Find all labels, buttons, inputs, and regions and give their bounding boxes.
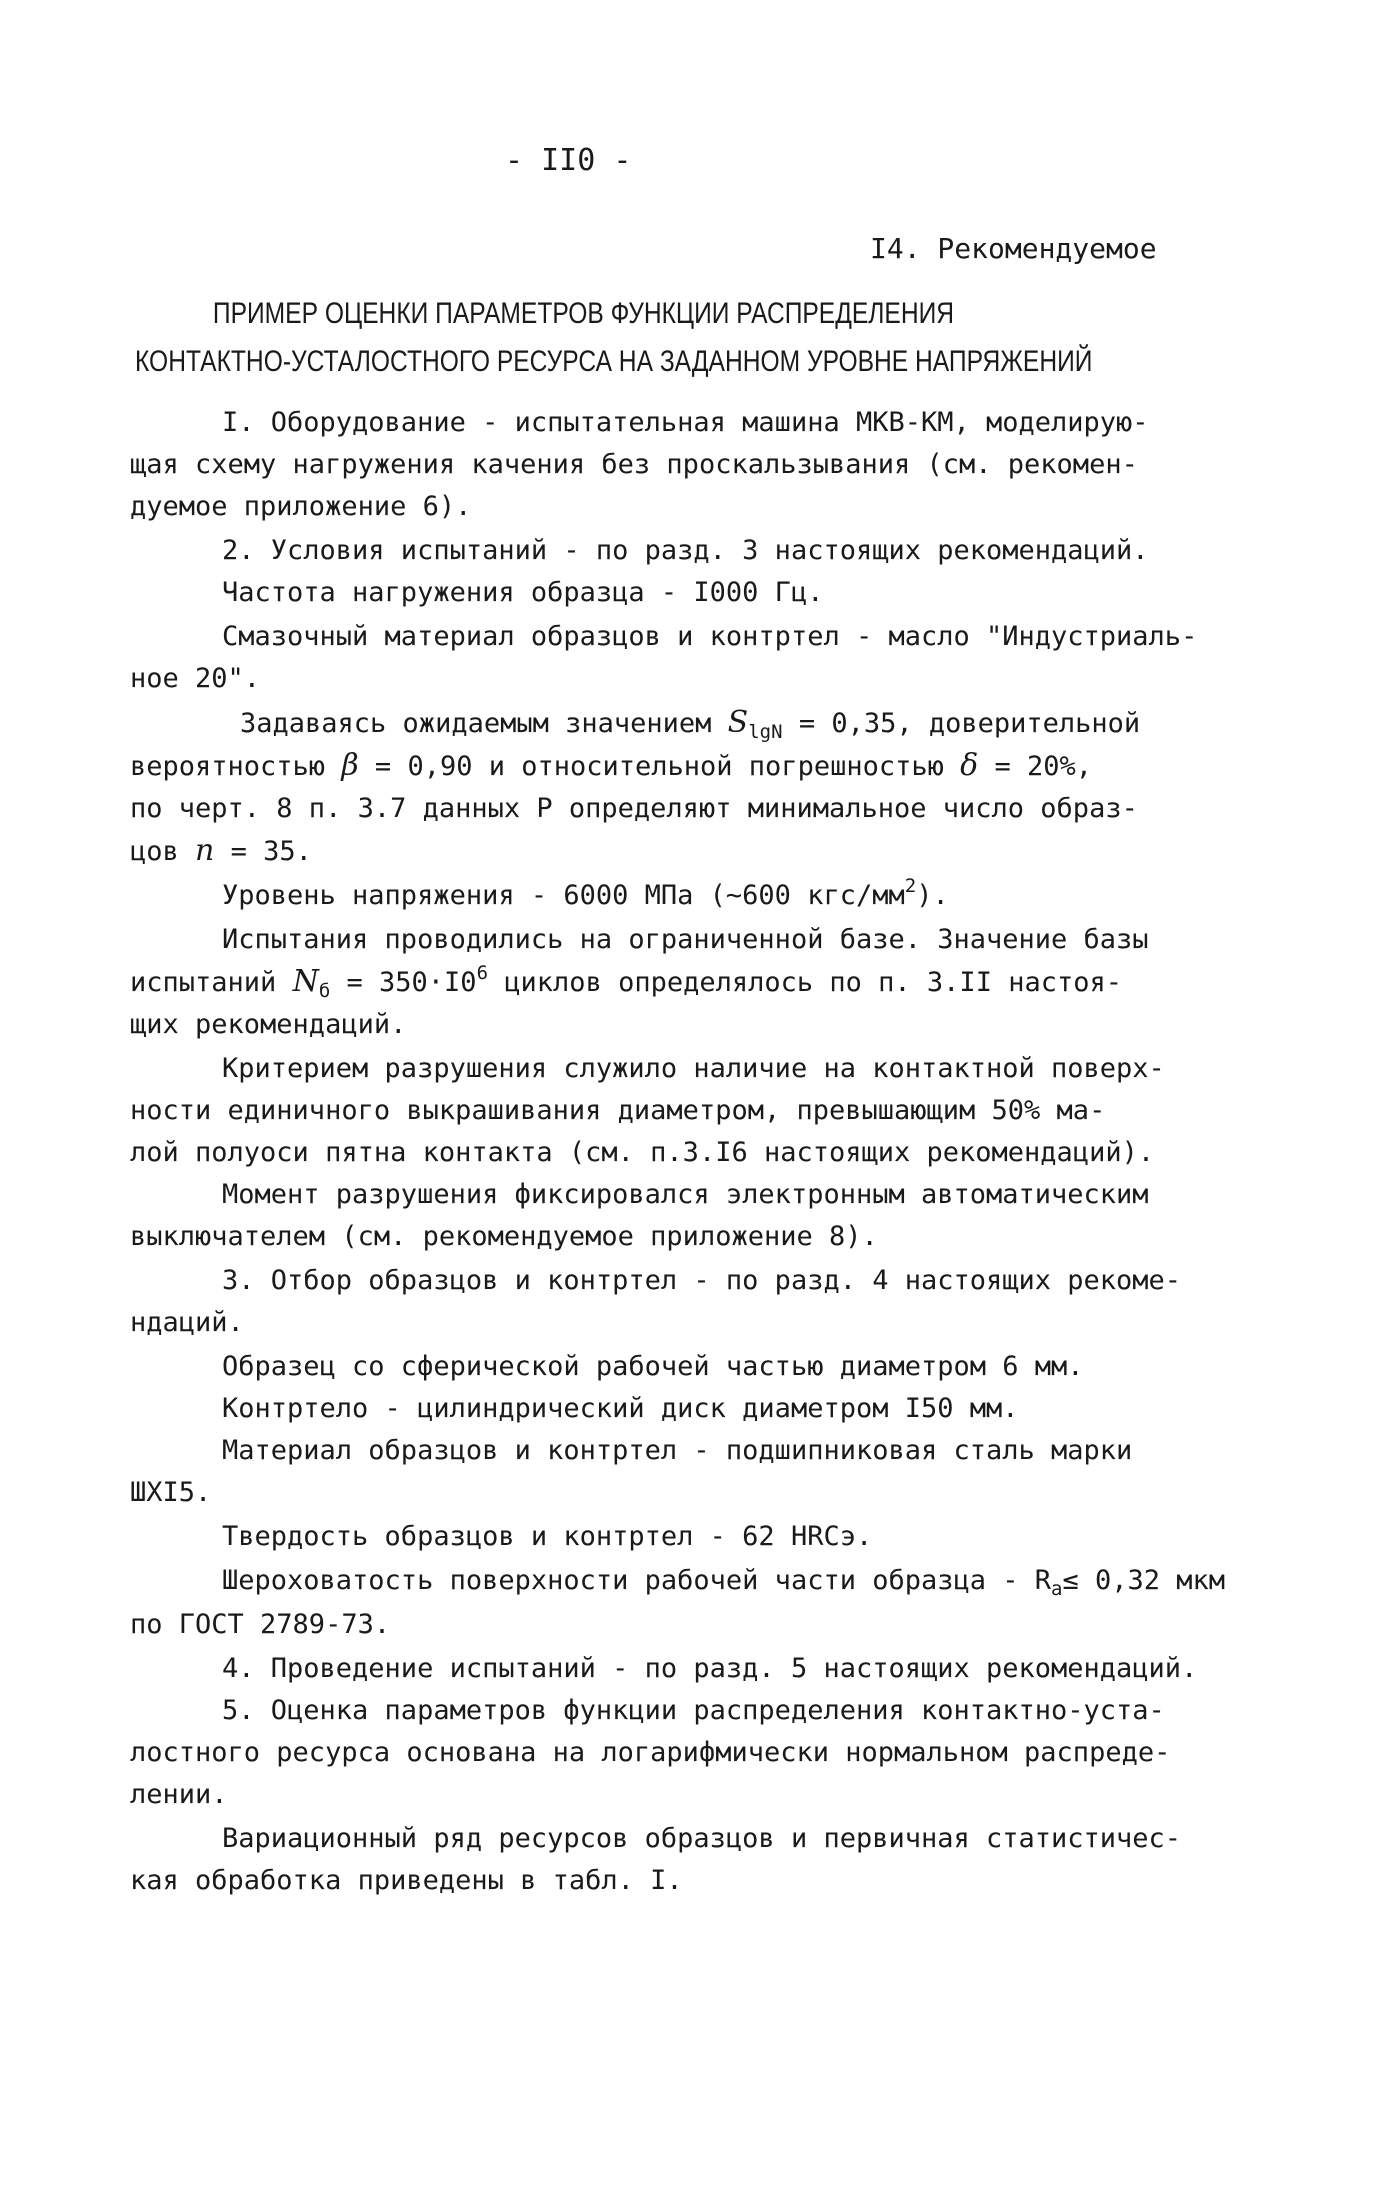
formula-subscript: a <box>1051 1578 1063 1600</box>
text-fragment: Уровень напряжения - 6000 МПа (~600 кгс/мм <box>222 880 905 911</box>
text-fragment: = 20%, <box>978 751 1092 782</box>
text-line: по ГОСТ 2789-73. <box>130 1609 391 1640</box>
text-line: щих рекомендаций. <box>130 1009 407 1040</box>
formula-symbol: N <box>292 964 319 999</box>
text-fragment: испытаний <box>130 967 293 998</box>
text-line: Твердость образцов и контртел - 62 HRCэ. <box>222 1521 873 1552</box>
text-fragment: = 0,90 и относительной погрешностью <box>358 751 961 782</box>
text-fragment: ). <box>916 880 949 911</box>
text-line: Испытания проводились на ограниченной базе. Значение базы <box>222 924 1149 955</box>
text-line: лостного ресурса основана на логарифмически нормальном распреде- <box>130 1737 1171 1768</box>
text-line: щая схему нагружения качения без проскальзывания (см. рекомен- <box>130 449 1138 480</box>
text-line <box>130 745 1275 788</box>
text-fragment: цов <box>130 836 196 867</box>
text-line: Вариационный ряд ресурсов образцов и первичная статистичес- <box>222 1823 1182 1854</box>
formula-symbol: n <box>195 833 215 868</box>
document-heading <box>135 290 1093 386</box>
text-line: Смазочный материал образцов и контртел - масло "Индустриаль- <box>222 621 1198 652</box>
text-fragment: вероятностью <box>130 751 342 782</box>
text-line: ндаций. <box>130 1307 244 1338</box>
text-line: 3. Отбор образцов и контртел - по разд. 4 настоящих рекоме- <box>222 1265 1182 1296</box>
text-line: ности единичного выкрашивания диаметром, превышающим 50% ма- <box>130 1095 1106 1126</box>
formula-superscript: 2 <box>904 875 917 897</box>
text-line: 5. Оценка параметров функции распределения контактно-уста- <box>222 1695 1165 1726</box>
appendix-label: I4. Рекомендуемое <box>870 232 1157 265</box>
text-fragment: = 0,35, доверительной <box>782 708 1141 739</box>
text-fragment: Задаваясь ожидаемым значением <box>240 708 728 739</box>
text-line: Момент разрушения фиксировался электронным автоматическим <box>222 1179 1149 1210</box>
text-line: 2. Условия испытаний - по разд. 3 настоящих рекомендаций. <box>222 535 1149 566</box>
text-line <box>130 830 1275 873</box>
text-line: Контртело - цилиндрический диск диаметром I50 мм. <box>222 1393 1019 1424</box>
text-line: выключателем (см. рекомендуемое приложение 8). <box>130 1221 878 1252</box>
text-line: дуемое приложение 6). <box>130 491 472 522</box>
text-line: 4. Проведение испытаний - по разд. 5 настоящих рекомендаций. <box>222 1653 1198 1684</box>
formula-symbol: S <box>727 705 749 740</box>
page-number: - II0 - <box>505 143 632 178</box>
text-line: лении. <box>130 1779 228 1810</box>
formula-subscript: lgN <box>748 721 783 743</box>
text-fragment: = 35. <box>214 836 312 867</box>
text-line: лой полуоси пятна контакта (см. п.3.I6 настоящих рекомендаций). <box>130 1137 1155 1168</box>
text-fragment: = 350·I0 <box>330 967 477 998</box>
text-line: ШХI5. <box>130 1477 212 1508</box>
formula-superscript: 6 <box>476 962 489 984</box>
text-line <box>130 961 1275 1004</box>
text-line <box>130 1560 1275 1602</box>
text-line: кая обработка приведены в табл. I. <box>130 1865 683 1896</box>
text-fragment: циклов определялось по п. 3.II настоя- <box>488 967 1122 998</box>
text-line: по черт. 8 п. 3.7 данных Р определяют минимальное число образ- <box>130 793 1138 824</box>
heading-line-1: ПРИМЕР ОЦЕНКИ ПАРАМЕТРОВ ФУНКЦИИ РАСПРЕДЕЛЕНИЯ <box>212 297 955 330</box>
text-fragment: Шероховатость поверхности рабочей части образца - R <box>222 1565 1052 1596</box>
document-body <box>130 402 1275 1902</box>
text-line <box>130 702 1275 745</box>
text-line <box>130 875 1275 917</box>
text-line: Частота нагружения образца - I000 Гц. <box>222 577 824 608</box>
formula-subscript: б <box>318 980 331 1002</box>
text-fragment: ≤ 0,32 мкм <box>1062 1565 1226 1596</box>
formula-symbol: δ <box>960 748 979 783</box>
text-line: Материал образцов и контртел - подшипниковая сталь марки <box>222 1435 1133 1466</box>
text-line: Образец со сферической рабочей частью диаметром 6 мм. <box>222 1351 1084 1382</box>
text-line: ное 20". <box>130 663 261 694</box>
text-line: I. Оборудование - испытательная машина МКВ-КМ, моделирую- <box>222 407 1149 438</box>
formula-symbol: β <box>341 748 359 783</box>
heading-line-2: КОНТАКТНО-УСТАЛОСТНОГО РЕСУРСА НА ЗАДАННОМ УРОВНЕ НАПРЯЖЕНИЙ <box>135 345 1093 378</box>
text-line: Критерием разрушения служило наличие на контактной поверх- <box>222 1053 1165 1084</box>
